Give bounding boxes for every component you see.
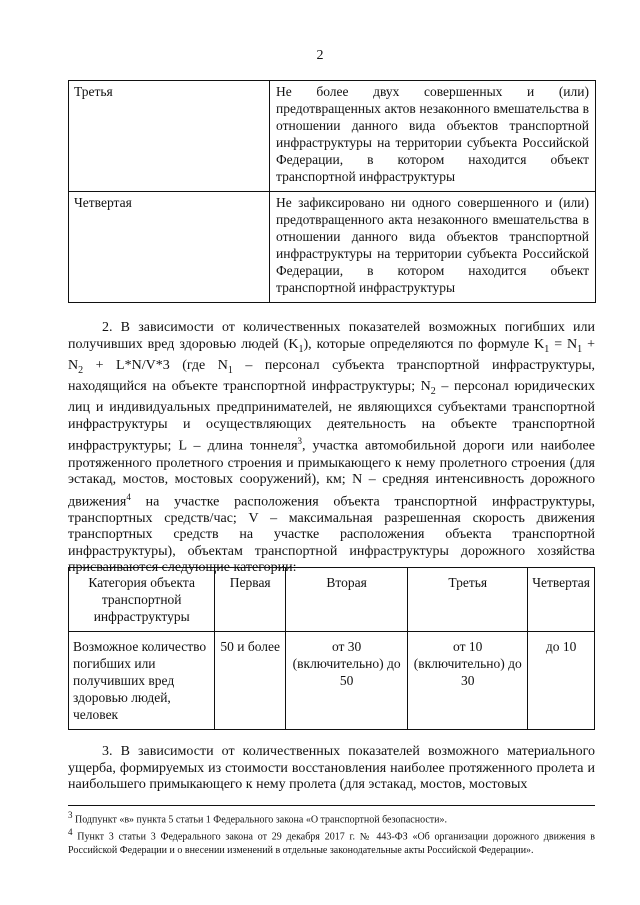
row-label-cell: Возможное количество погибших или получивших вред здоровью людей, человек: [69, 632, 215, 730]
paragraph-3: 3. В зависимости от количественных показателей возможного материального ущерба, формируемых из стоимости восстановления наиболее протяженного пролета и наибольшего примыкающего к нему пролета (для эстакад, мостов, мостовых: [68, 744, 595, 792]
footnote-3: $^3$ Подпункт «в» пункта 5 статьи 1 Федерального закона «О транспортной безопасности».: [68, 810, 447, 826]
paragraph-2: 2. В зависимости от количественных показателей возможных погибших или получивших вред здоровью людей $(K_1)$, которые определяются по формуле $K_1 = N_1 + N_2 + L*N/V*3$ (где $N_1$ – персонал субъекта транспортной инфраструктуры, находящийся на объекте транспортной инфраструктуры; $N_2$ – персонал юридических лиц и индивидуальных предпринимателей, не являющихся субъектами транспортной инфраструктуры и осуществляющих деятельность на объекте транспортной инфраструктуры; L – длина тоннеля$^3$, участка автомобильной дороги или наиболее протяженного пролетного строения и примыкающего к нему пролетного строения (для эстакад, мостов, мостовых сооружений), км; N – средняя интенсивность дорожного движения$^4$ на участке расположения объекта транспортной инфраструктуры, транспортных средств/час; V – максимальная разрешенная скорость движения транспортных средств на участке расположения объекта транспортной инфраструктуры), объектам транспортной инфраструктуры дорожного хозяйства присваиваются следующие категории:: [68, 320, 596, 576]
description-cell: Не более двух совершенных и (или) предотвращенных актов незаконного вмешательства в отношении данного вида объектов транспортной инфраструктуры на территории субъекта Российской Федерации, в котором находится объект транспортной инфраструктуры: [270, 81, 596, 192]
table-row: [69, 81, 596, 192]
category-table-continued: [68, 80, 596, 303]
header-cell: Первая: [215, 568, 286, 632]
description-cell: Не зафиксировано ни одного совершенного и (или) предотвращенного акта незаконного вмешательства в отношении данного вида объектов транспортной инфраструктуры на территории субъекта Российской Федерации, в котором находится объект транспортной инфраструктуры: [270, 192, 596, 303]
footnotes: [68, 805, 595, 857]
value-cell: от 30 (включительно) до 50: [286, 632, 408, 730]
category-cell: Четвертая: [69, 192, 270, 303]
header-cell: Четвертая: [528, 568, 595, 632]
table-row: [69, 632, 595, 730]
table-header-row: [69, 568, 595, 632]
table-row: [69, 192, 596, 303]
footnote-ref-3: 3: [297, 436, 303, 447]
header-cell: Категория объекта транспортной инфраструктуры: [69, 568, 215, 632]
header-cell: Третья: [408, 568, 528, 632]
value-cell: до 10: [528, 632, 595, 730]
value-cell: от 10 (включительно) до 30: [408, 632, 528, 730]
category-cell: Третья: [69, 81, 270, 192]
casualty-category-table: [68, 567, 595, 730]
value-cell: 50 и более: [215, 632, 286, 730]
page-number: 2: [316, 48, 324, 63]
footnote-4: $^4$ Пункт 3 статьи 3 Федерального закона от 29 декабря 2017 г. № 443-ФЗ «Об организации дорожного движения в Российской Федерации и о внесении изменений в отдельные законодательные акты Российской Федерации».: [68, 827, 595, 856]
header-cell: Вторая: [286, 568, 408, 632]
footnote-ref-4: 4: [126, 491, 131, 502]
